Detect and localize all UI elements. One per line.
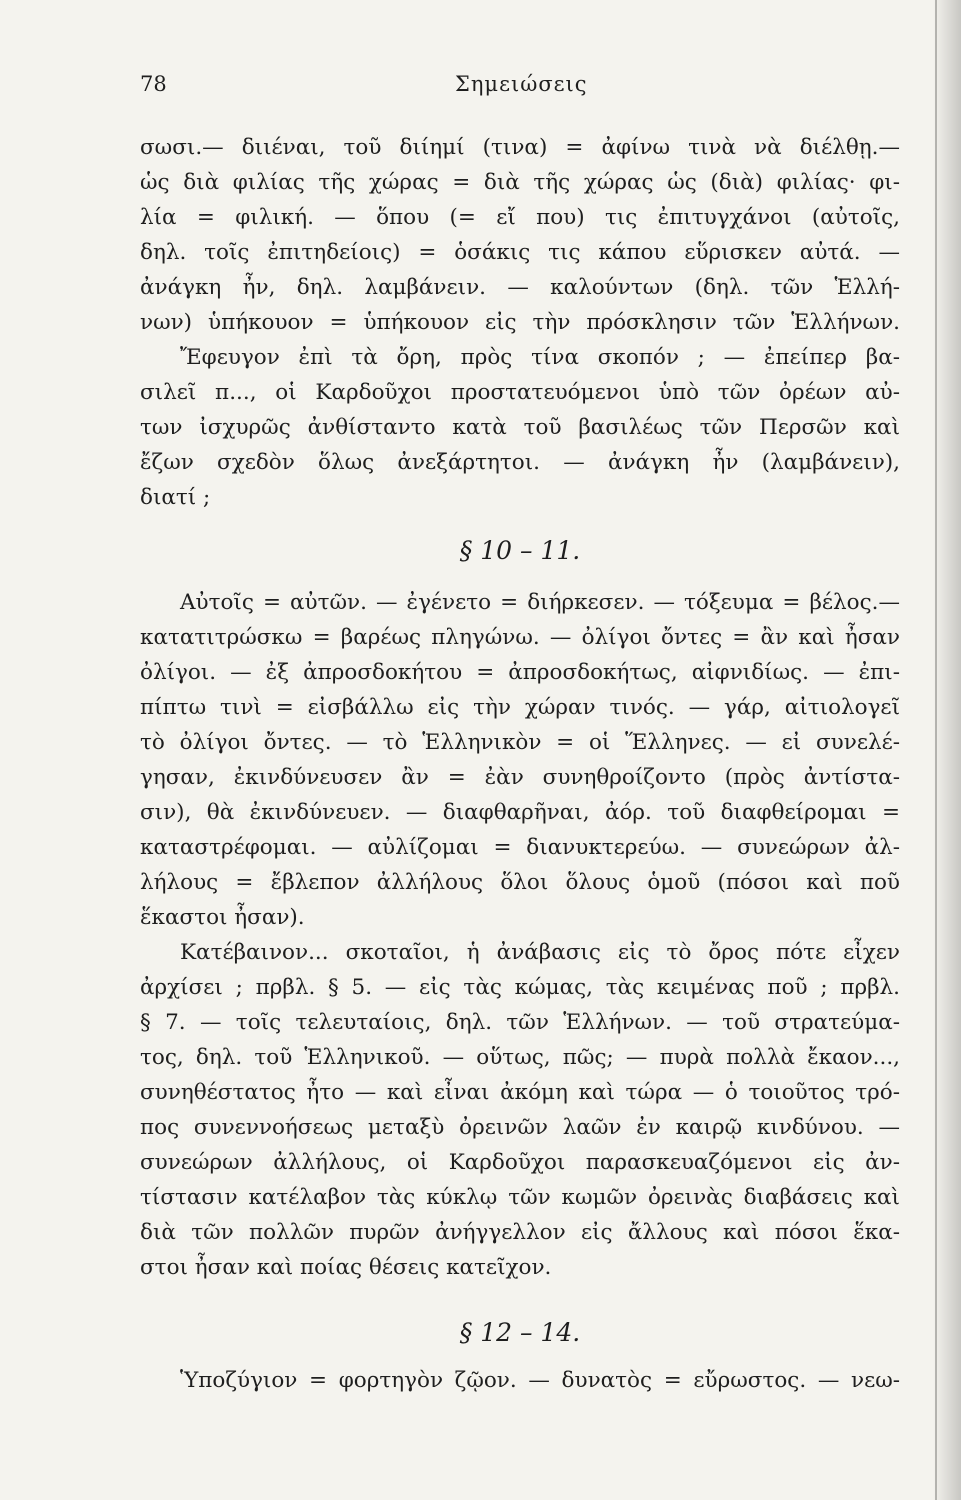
text-line: ἔζων σχεδὸν ὅλως ἀνεξάρτητοι. — ἀνάγκη ἦν (λαμβάνειν), xyxy=(140,450,900,475)
section-heading: § 10 – 11. xyxy=(459,536,581,565)
text-line: πος συνεννοήσεως μεταξὺ ὀρεινῶν λαῶν ἐν καιρῷ κινδύνου. — xyxy=(140,1115,900,1140)
text-line: νων) ὑπήκουον = ὑπήκουον εἰς τὴν πρόσκλησιν τῶν Ἑλλήνων. xyxy=(140,310,900,335)
page-body xyxy=(140,130,900,1398)
text-line: πίπτω τινὶ = εἰσβάλλω εἰς τὴν χώραν τινός. — γάρ, αἰτιολογεῖ xyxy=(140,695,900,720)
running-head: Σημειώσεις xyxy=(455,72,588,96)
text-line: σωσι.— διιέναι, τοῦ διίημί (τινα) = ἀφίνω τινὰ νὰ διέλθῃ.— xyxy=(140,135,900,160)
text-line: ὡς διὰ φιλίας τῆς χώρας = διὰ τῆς χώρας ὡς (διὰ) φιλίας· φι- xyxy=(140,170,900,195)
text-line: § 7. — τοῖς τελευταίοις, δηλ. τῶν Ἑλλήνων. — τοῦ στρατεύμα- xyxy=(140,1010,900,1035)
text-line: τος, δηλ. τοῦ Ἑλληνικοῦ. — οὕτως, πῶς; — πυρὰ πολλὰ ἔκαον..., xyxy=(140,1045,900,1070)
text-line: λία = φιλική. — ὅπου (= εἴ που) τις ἐπιτυγχάνοι (αὐτοῖς, xyxy=(140,205,900,230)
text-line: ἀρχίσει ; πρβλ. § 5. — εἰς τὰς κώμας, τὰς κειμένας ποῦ ; πρβλ. xyxy=(140,975,900,1000)
text-line: ὀλίγοι. — ἐξ ἀπροσδοκήτου = ἀπροσδοκήτως, αἰφνιδίως. — ἐπι- xyxy=(140,660,900,685)
text-line: Αὐτοῖς = αὐτῶν. — ἐγένετο = διήρκεσεν. — τόξευμα = βέλος.— xyxy=(180,590,900,615)
text-line: ἀνάγκη ἦν, δηλ. λαμβάνειν. — καλούντων (δηλ. τῶν Ἑλλή- xyxy=(140,275,900,300)
text-line: στοι ἦσαν καὶ ποίας θέσεις κατεῖχον. xyxy=(140,1255,552,1280)
text-line: τὸ ὀλίγοι ὄντες. — τὸ Ἑλληνικὸν = οἱ Ἕλληνες. — εἰ συνελέ- xyxy=(140,730,900,755)
text-line: διατί ; xyxy=(140,485,211,510)
text-line: Ὑποζύγιον = φορτηγὸν ζῷον. — δυνατὸς = εὔρωστος. — νεω- xyxy=(180,1368,900,1393)
page-header xyxy=(140,72,890,106)
page-number: 78 xyxy=(140,72,167,96)
text-line: γησαν, ἐκινδύνευσεν ἂν = ἐὰν συνηθροίζοντο (πρὸς ἀντίστα- xyxy=(140,765,900,790)
text-line: των ἰσχυρῶς ἀνθίσταντο κατὰ τοῦ βασιλέως τῶν Περσῶν καὶ xyxy=(140,415,900,440)
text-line: καταστρέφομαι. — αὐλίζομαι = διανυκτερεύω. — συνεώρων ἀλ- xyxy=(140,835,900,860)
text-line: λήλους = ἔβλεπον ἀλλήλους ὅλοι ὅλους ὁμοῦ (πόσοι καὶ ποῦ xyxy=(140,870,900,895)
section-heading: § 12 – 14. xyxy=(459,1318,581,1347)
text-line: κατατιτρώσκω = βαρέως πληγώνω. — ὀλίγοι ὄντες = ἂν καὶ ἦσαν xyxy=(140,625,900,650)
text-line: ἕκαστοι ἦσαν). xyxy=(140,905,305,930)
text-line: σιλεῖ π..., οἱ Καρδοῦχοι προστατευόμενοι ὑπὸ τῶν ὀρέων αὐ- xyxy=(140,380,900,405)
text-line: τίστασιν κατέλαβον τὰς κύκλῳ τῶν κωμῶν ὀρεινὰς διαβάσεις καὶ xyxy=(140,1185,900,1210)
text-line: δηλ. τοῖς ἐπιτηδείοις) = ὁσάκις τις κάπου εὕρισκεν αὐτά. — xyxy=(140,240,900,265)
text-line: συνηθέστατος ἦτο — καὶ εἶναι ἀκόμη καὶ τώρα — ὁ τοιοῦτος τρό- xyxy=(140,1080,900,1105)
text-line: σιν), θὰ ἐκινδύνευεν. — διαφθαρῆναι, ἀόρ. τοῦ διαφθείρομαι = xyxy=(140,800,900,825)
text-line: Κατέβαινον... σκοταῖοι, ἡ ἀνάβασις εἰς τὸ ὄρος πότε εἶχεν xyxy=(180,940,900,965)
text-line: διὰ τῶν πολλῶν πυρῶν ἀνήγγελλον εἰς ἄλλους καὶ πόσοι ἕκα- xyxy=(140,1220,900,1245)
text-line: συνεώρων ἀλλήλους, οἱ Καρδοῦχοι παρασκευαζόμενοι εἰς ἀν- xyxy=(140,1150,900,1175)
page-edge-shadow xyxy=(933,0,961,1500)
text-line: Ἔφευγον ἐπὶ τὰ ὄρη, πρὸς τίνα σκοπόν ; — ἐπείπερ βα- xyxy=(180,345,900,370)
